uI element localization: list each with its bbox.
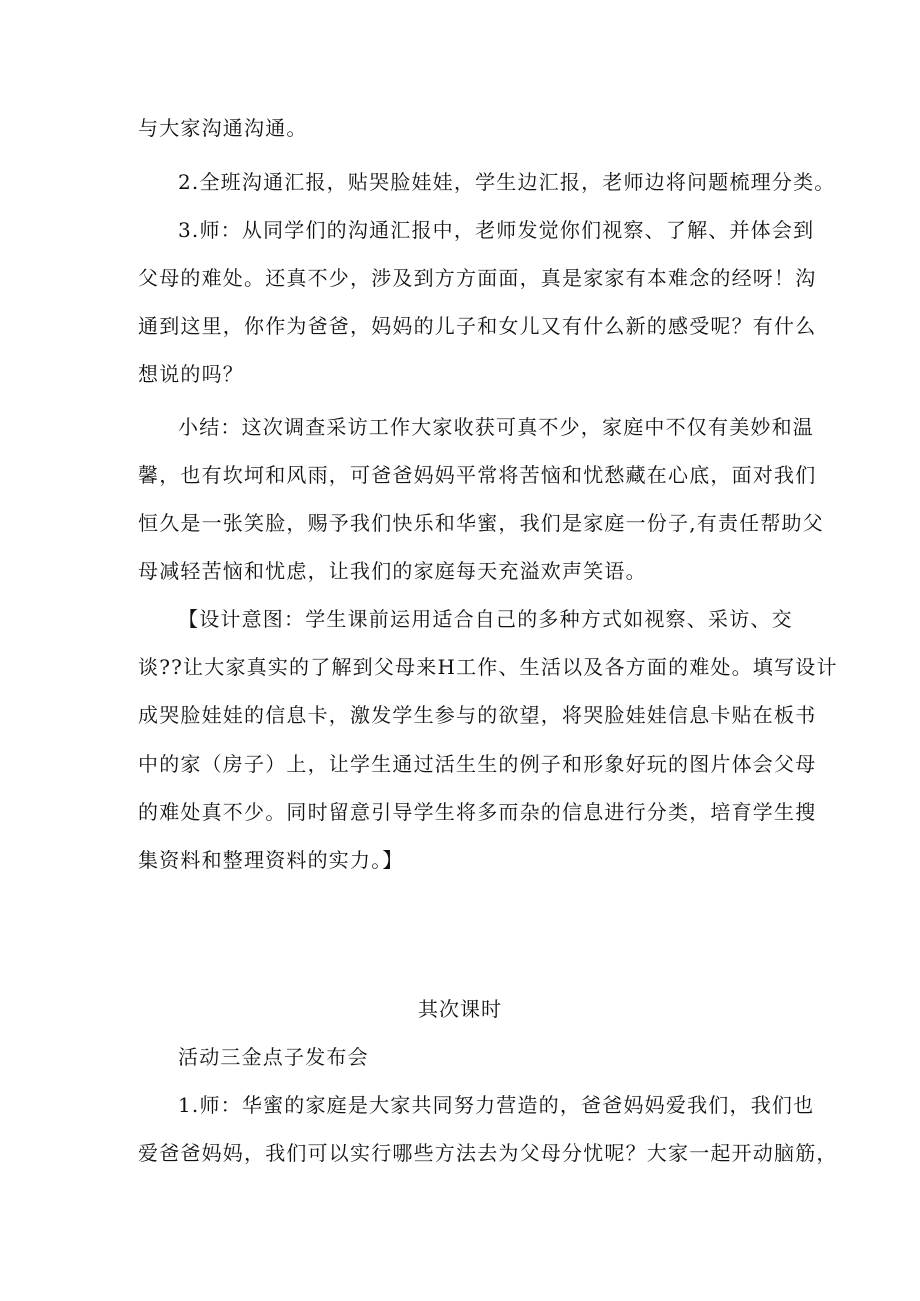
paragraph-line: 母减轻苦恼和忧虑，让我们的家庭每天充溢欢声笑语。 (138, 559, 647, 583)
paragraph-line: 恒久是一张笑脸，赐予我们快乐和华蜜，我们是家庭一份子,有责任帮助父 (138, 511, 824, 535)
paragraph-line: 1.师：华蜜的家庭是大家共同努力营造的，爸爸妈妈爱我们，我们也 (178, 1093, 815, 1117)
paragraph-line: 【设计意图：学生课前运用适合自己的多种方式如视察、采访、交 (178, 607, 793, 631)
paragraph-line: 3.师：从同学们的沟通汇报中，老师发觉你们视察、了解、并体会到 (178, 218, 815, 242)
paragraph-line: 中的家（房子）上，让学生通过活生生的例子和形象好玩的图片体会父母 (138, 752, 817, 776)
paragraph-line: 谈??让大家真实的了解到父母来H工作、生活以及各方面的难处。填写设计 (138, 655, 838, 679)
section-heading: 其次课时 (418, 997, 502, 1021)
paragraph-line: 馨，也有坎坷和风雨，可爸爸妈妈平常将苦恼和忧愁藏在心底，面对我们 (138, 463, 817, 487)
paragraph-line: 小结：这次调查采访工作大家收获可真不少，家庭中不仅有美妙和温 (178, 415, 814, 439)
paragraph-line: 成哭脸娃娃的信息卡，激发学生参与的欲望，将哭脸娃娃信息卡贴在板书 (138, 703, 817, 727)
paragraph-line: 的难处真不少。同时留意引导学生将多而杂的信息进行分类，培育学生搜 (138, 800, 817, 824)
paragraph-line: 2.全班沟通汇报，贴哭脸娃娃，学生边汇报，老师边将问题梳理分类。 (178, 170, 836, 194)
paragraph-line: 集资料和整理资料的实力。】 (138, 848, 404, 872)
activity-title: 活动三金点子发布会 (178, 1045, 369, 1069)
paragraph-line: 与大家沟通沟通。 (138, 116, 308, 140)
paragraph-line: 父母的难处。还真不少，涉及到方方面面，真是家家有本难念的经呀！沟 (138, 266, 817, 290)
paragraph-line: 想说的吗？ (138, 362, 244, 386)
paragraph-line: 通到这里，你作为爸爸，妈妈的儿子和女儿又有什么新的感受呢？有什么 (138, 314, 817, 338)
paragraph-line: 爱爸爸妈妈，我们可以实行哪些方法去为父母分忧呢？大家一起开动脑筋， (138, 1141, 838, 1165)
